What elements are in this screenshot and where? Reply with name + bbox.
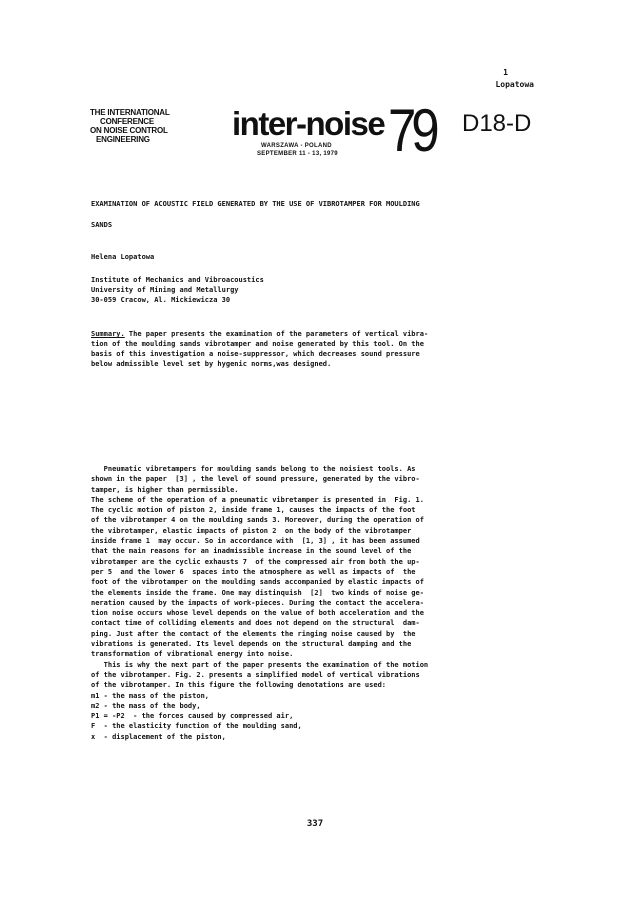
conference-line: ENGINEERING — [96, 135, 150, 144]
author-name: Helena Lopatowa — [91, 253, 155, 261]
body-line: inside frame 1 may occur. So in accordance with [1, 3] , it has been assumed — [91, 537, 420, 546]
body-line: vibrations is generated. Its level depends on the structural damping and the — [91, 640, 412, 649]
summary-label: Summary. — [91, 330, 125, 338]
body-line: of the vibrotamper. In this figure the following denotations are used: — [91, 681, 387, 690]
title-line: SANDS — [91, 221, 113, 229]
body-line: of the vibrotamper. Fig. 2. presents a simplified model of vertical vibrations — [91, 670, 420, 679]
body-line: that the main reasons for an inadmissible increase in the sound level of the — [91, 547, 412, 556]
paper-code: D18-D — [462, 110, 532, 137]
conference-line: ON NOISE CONTROL — [90, 126, 168, 135]
conference-name — [90, 108, 170, 144]
body-line: contact time of colliding elements and does not depend on the structural dam- — [91, 619, 420, 628]
page-number-corner: 1 — [503, 68, 508, 77]
conference-header — [90, 97, 550, 165]
body-line: The cyclic motion of piston 2, inside frame 1, causes the impacts of the foot — [91, 506, 416, 515]
body-line: ping. Just after the contact of the elements the ringing noise caused by the — [91, 629, 416, 638]
body-line: F - the elasticity function of the moulding sand, — [91, 722, 302, 731]
body-line: vibrotamper are the cyclic exhausts 7 of the compressed air from both the up- — [91, 557, 420, 566]
summary-line: below admissible level set by hygenic norms,was designed. — [91, 360, 332, 368]
conference-line: CONFERENCE — [100, 117, 155, 126]
location-line: WARSZAWA - POLAND — [261, 143, 332, 149]
author-tag: Lopatowa — [495, 80, 534, 89]
body-line: x - displacement of the piston, — [91, 732, 226, 741]
body-line: m2 - the mass of the body, — [91, 701, 201, 710]
body-line: neration caused by the impacts of work-pieces. During the contact the accelera- — [91, 598, 424, 607]
conference-line: THE INTERNATIONAL — [90, 108, 170, 117]
body-line: of the vibrotamper 4 on the moulding sands 3. Moreover, during the operation of — [91, 516, 424, 525]
paper-title — [91, 199, 543, 230]
body-line: tamper, is higher than permissible. — [91, 485, 239, 494]
body-line: P1 = -P2 - the forces caused by compressed air, — [91, 712, 294, 721]
body-line: tion noise occurs whose level depends on the value of both acceleration and the — [91, 609, 424, 618]
body-line: This is why the next part of the paper presents the examination of the motion — [91, 660, 429, 669]
affiliation-line: University of Mining and Metallurgy — [91, 286, 239, 294]
summary-text: The paper presents the examination of the parameters of vertical vibra- — [124, 330, 429, 338]
body-line: The scheme of the operation of a pneumatic vibretamper is presented in Fig. 1. — [91, 495, 424, 504]
summary-line: basis of this investigation a noise-suppressor, which decreases sound pressure — [91, 350, 420, 358]
affiliation — [91, 275, 543, 305]
body-text — [91, 464, 543, 742]
body-line: m1 - the mass of the piston, — [91, 691, 210, 700]
body-line: the vibrotamper, elastic impacts of piston 2 on the body of the vibrotamper — [91, 526, 412, 535]
internoise-logo: inter-noise — [232, 105, 385, 142]
affiliation-line: 30-059 Cracow, Al. Mickiewicza 30 — [91, 296, 231, 304]
date-line: SEPTEMBER 11 - 13, 1979 — [257, 151, 338, 157]
summary-line: tion of the moulding sands vibrotamper and noise generated by this tool. On the — [91, 340, 424, 348]
title-line: EXAMINATION OF ACOUSTIC FIELD GENERATED BY THE USE OF VIBROTAMPER FOR MOULDING — [91, 200, 420, 208]
page-number-footer: 337 — [306, 819, 324, 829]
body-line: shown in the paper [3] , the level of sound pressure, generated by the vibro- — [91, 475, 420, 484]
affiliation-line: Institute of Mechanics and Vibroacoustics — [91, 276, 264, 284]
body-line: foot of the vibrotamper on the moulding sands accompanied by elastic impacts of — [91, 578, 424, 587]
body-line: transformation of vibrational energy into noise. — [91, 650, 294, 659]
summary-abstract — [91, 329, 543, 369]
body-line: Pneumatic vibretampers for moulding sands belong to the noisiest tools. As — [91, 465, 416, 473]
conference-location — [257, 142, 338, 158]
body-line: the elements inside the frame. One may distinquish [2] two kinds of noise ge- — [91, 588, 424, 597]
body-line: per 5 and the lower 6 spaces into the atmosphere as well as impacts of the — [91, 567, 416, 576]
conference-year: 79 — [388, 97, 435, 164]
